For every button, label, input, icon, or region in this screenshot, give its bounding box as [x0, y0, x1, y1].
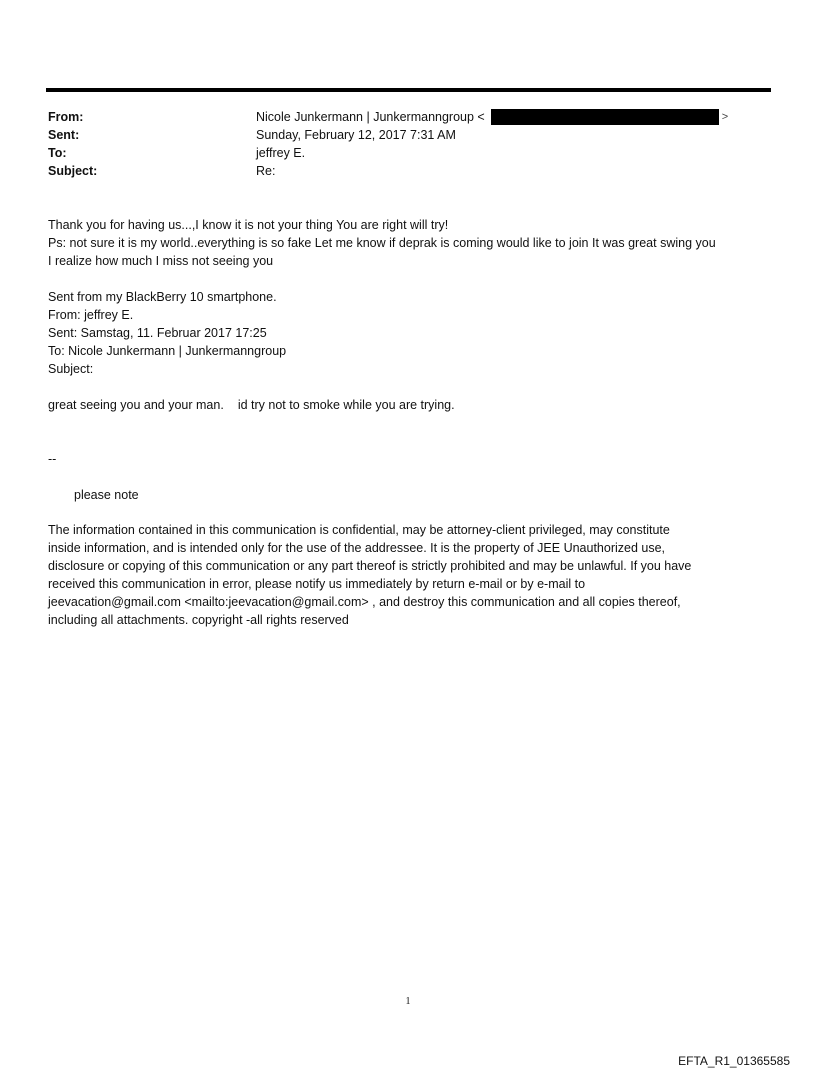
please-note: please note	[74, 488, 139, 502]
to-value: jeffrey E.	[256, 146, 306, 160]
to-row	[48, 144, 770, 162]
from-value: Nicole Junkermann | Junkermanngroup <	[256, 110, 485, 124]
disclaimer-line: received this communication in error, please notify us immediately by return e-mail or by e-mail to	[48, 577, 586, 591]
quoted-header	[48, 288, 774, 378]
sent-row	[48, 126, 770, 144]
quoted-line: Sent from my BlackBerry 10 smartphone.	[48, 290, 277, 304]
quoted-line: Sent: Samstag, 11. Februar 2017 17:25	[48, 326, 267, 340]
disclaimer	[48, 521, 774, 629]
original-message	[48, 396, 774, 414]
subject-label: Subject:	[48, 164, 98, 178]
document-id: EFTA_R1_01365585	[678, 1054, 790, 1068]
subject-value: Re:	[256, 164, 276, 178]
subject-row	[48, 162, 770, 180]
disclaimer-line: inside information, and is intended only for the use of the addressee. It is the property of JEE Unauthorized use,	[48, 541, 666, 555]
from-value-tail: >	[721, 111, 729, 123]
from-row	[48, 108, 770, 126]
to-label: To:	[48, 146, 67, 160]
page-number: 1	[405, 996, 411, 1007]
signature-dash: --	[48, 452, 57, 466]
original-part-2: id try not to smoke while you are trying.	[237, 398, 455, 412]
original-line	[48, 396, 774, 414]
sent-label: Sent:	[48, 128, 80, 142]
message-line: Thank you for having us...,I know it is not your thing You are right will try!	[48, 218, 449, 232]
email-header	[48, 108, 770, 180]
disclaimer-line: including all attachments. copyright -all rights reserved	[48, 613, 349, 627]
message-body	[48, 216, 774, 270]
quoted-line: From: jeffrey E.	[48, 308, 134, 322]
disclaimer-line: disclosure or copying of this communication or any part thereof is strictly prohibited and may be unlawful. If you have	[48, 559, 692, 573]
original-part-1: great seeing you and your man.	[48, 398, 224, 412]
header-rule	[46, 88, 771, 92]
from-label: From:	[48, 110, 84, 124]
disclaimer-line: The information contained in this communication is confidential, may be attorney-client privileged, may constitute	[48, 523, 670, 537]
message-line: I realize how much I miss not seeing you	[48, 254, 274, 268]
quoted-line: Subject:	[48, 362, 94, 376]
redaction-box	[491, 109, 719, 125]
quoted-line: To: Nicole Junkermann | Junkermanngroup	[48, 344, 287, 358]
message-line: Ps: not sure it is my world..everything is so fake Let me know if deprak is coming would like to join It was great swing you	[48, 236, 716, 250]
disclaimer-line: jeevacation@gmail.com <mailto:jeevacation@gmail.com> , and destroy this communication and all copies thereof,	[48, 595, 681, 609]
from-value-group	[256, 108, 728, 126]
sent-value: Sunday, February 12, 2017 7:31 AM	[256, 128, 456, 142]
